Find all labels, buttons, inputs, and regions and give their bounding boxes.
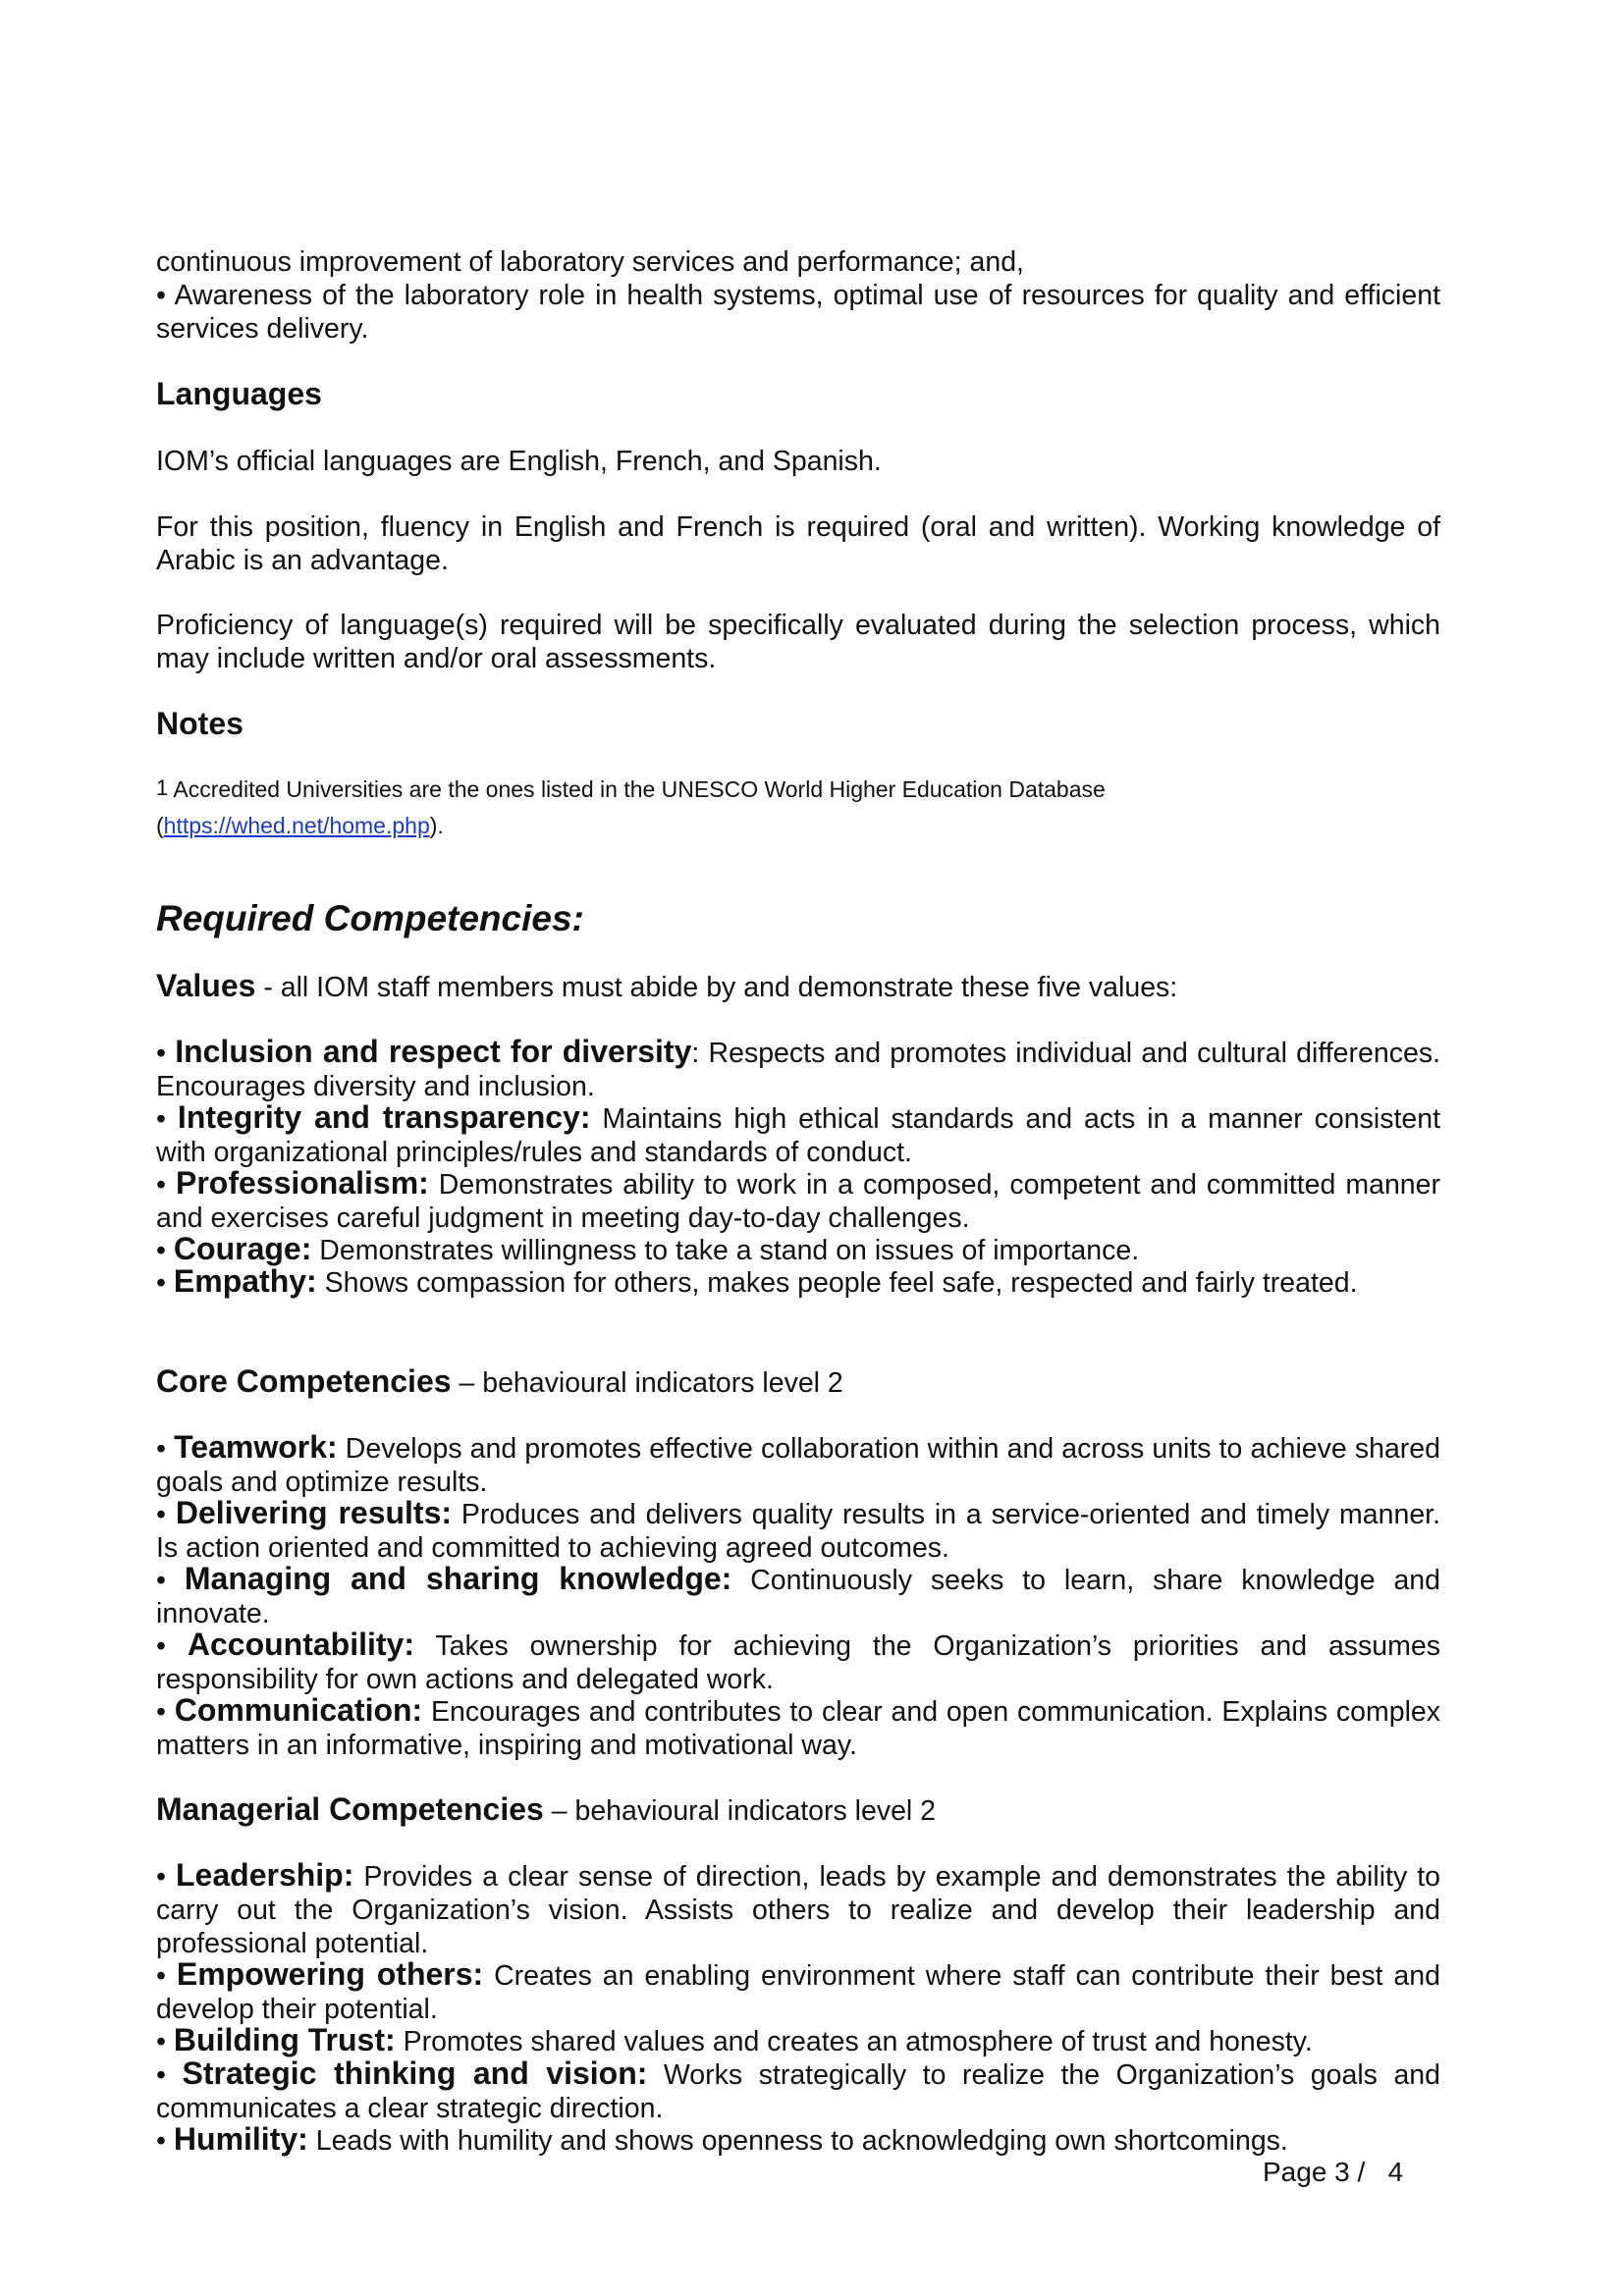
competency-term: Accountability: [187,1627,414,1662]
value-term: Inclusion and respect for diversity [175,1034,692,1069]
footnote-marker: 1 [156,775,169,800]
footnote-paren-open: ( [156,813,164,838]
value-term: Professionalism: [175,1165,429,1201]
list-item: • Teamwork: Develops and promotes effective collaboration within and across units to achieve shared goals and optimize results. [156,1429,1440,1498]
languages-official: IOM’s official languages are English, French, and Spanish. [156,446,882,477]
competency-term: Delivering results: [175,1495,453,1530]
values-subtitle: - all IOM staff members must abide by and demonstrate these five values: [255,972,1178,1003]
competency-desc: Continuously seeks to learn, share knowledge and innovate. [156,1565,1441,1629]
languages-heading: Languages [156,376,322,411]
page-number: Page 3 / 4 [1263,2157,1404,2187]
list-item: • Delivering results: Produces and delivers quality results in a service-oriented and timely manner. Is action oriented and committed to achieving agreed outcomes. [156,1495,1441,1564]
competency-desc: Produces and delivers quality results in a service-oriented and timely manner. Is action oriented and committed to achieving agreed outcomes. [156,1499,1441,1564]
competency-term: Managing and sharing knowledge: [184,1561,732,1596]
competency-term: Teamwork: [174,1429,338,1465]
competency-term: Strategic thinking and vision: [182,2056,648,2091]
core-heading [156,1364,1440,1400]
competency-desc: Provides a clear sense of direction, leads by example and demonstrates the ability to carry out the Organization’s vision. Assists others to realize and develop their leadership and professional potential. [156,1861,1440,1959]
managerial-title: Managerial Competencies [156,1791,544,1827]
list-item: • Integrity and transparency: Maintains high ethical standards and acts in a manner consistent with organizational principles/rules and standards of conduct. [156,1099,1441,1168]
values-title: Values [156,968,256,1003]
notes-heading: Notes [156,706,243,741]
competency-desc: Leads with humility and shows openness to acknowledging own shortcomings. [307,2125,1288,2157]
footnote-body: Accredited Universities are the ones listed in the UNESCO World Higher Education Database [168,776,1106,802]
managerial-heading [156,1792,1440,1828]
value-desc: Shows compassion for others, makes people feel safe, respected and fairly treated. [316,1267,1358,1299]
list-item: • Communication: Encourages and contributes to clear and open communication. Explains complex matters in an informative, inspiring and motivational way. [156,1692,1440,1761]
competency-desc: Takes ownership for achieving the Organization’s priorities and assumes responsibility for own actions and delegated work. [156,1630,1440,1695]
competency-term: Humility: [173,2121,308,2157]
competency-desc: Develops and promotes effective collaboration within and across units to achieve shared goals and optimize results. [156,1433,1440,1498]
languages-requirement: For this position, fluency in English and French is required (oral and written). Working knowledge of Arabic is an advantage. [156,511,1440,576]
list-item: • Courage: Demonstrates willingness to take a stand on issues of importance. [156,1231,1140,1266]
core-title: Core Competencies [156,1363,452,1399]
list-item: • Empathy: Shows compassion for others, makes people feel safe, respected and fairly treated. [156,1263,1358,1299]
competency-term: Building Trust: [173,2022,396,2057]
managerial-subtitle: – behavioural indicators level 2 [543,1795,937,1827]
intro-bullet-awareness: • Awareness of the laboratory role in health systems, optimal use of resources for quality and efficient services delivery. [156,280,1440,345]
competency-term: Communication: [174,1692,423,1728]
core-subtitle: – behavioural indicators level 2 [451,1367,843,1399]
list-item: • Building Trust: Promotes shared values and creates an atmosphere of trust and honesty. [156,2022,1313,2057]
list-item: • Professionalism: Demonstrates ability to work in a composed, competent and committed manner and exercises careful judgment in meeting day-to-day challenges. [156,1165,1440,1234]
list-item: • Empowering others: Creates an enabling environment where staff can contribute their best and develop their potential. [156,1956,1440,2025]
list-item: • Accountability: Takes ownership for achieving the Organization’s priorities and assumes responsibility for own actions and delegated work. [156,1627,1440,1695]
footnote-text [156,773,1106,807]
competency-desc: Promotes shared values and creates an atmosphere of trust and honesty. [395,2026,1313,2057]
value-desc: Demonstrates willingness to take a stand on issues of importance. [311,1235,1140,1266]
intro-line: continuous improvement of laboratory services and performance; and, [156,246,1024,278]
required-competencies-heading: Required Competencies: [156,898,584,938]
list-item: • Humility: Leads with humility and shows openness to acknowledging own shortcomings. [156,2121,1288,2157]
value-term: Integrity and transparency: [177,1099,591,1135]
list-item: • Managing and sharing knowledge: Continuously seeks to learn, share knowledge and innovate. [156,1561,1441,1629]
footnote-source [156,809,444,842]
value-desc: : Respects and promotes individual and cultural differences. Encourages diversity and inclusion. [156,1038,1440,1102]
competency-desc: Encourages and contributes to clear and open communication. Explains complex matters in an informative, inspiring and motivational way. [156,1696,1440,1761]
list-item: • Strategic thinking and vision: Works strategically to realize the Organization’s goals and communicates a clear strategic direction. [156,2056,1440,2124]
value-desc: Maintains high ethical standards and acts in a manner consistent with organizational principles/rules and standards of conduct. [156,1103,1441,1168]
value-desc: Demonstrates ability to work in a composed, competent and committed manner and exercises careful judgment in meeting day-to-day challenges. [156,1169,1440,1234]
list-item: • Leadership: Provides a clear sense of direction, leads by example and demonstrates the ability to carry out the Organization’s vision. Assists others to realize and develop their leadership and professional potential. [156,1857,1440,1959]
whed-link[interactable]: https://whed.net/home.php [163,813,430,838]
value-term: Courage: [173,1231,312,1266]
footnote-paren-close: ). [429,813,444,838]
languages-proficiency: Proficiency of language(s) required will be specifically evaluated during the selection process, which may include written and/or oral assessments. [156,610,1440,674]
list-item: • Inclusion and respect for diversity: Respects and promotes individual and cultural differences. Encourages diversity and inclusion. [156,1034,1440,1102]
competency-desc: Creates an enabling environment where staff can contribute their best and develop their potential. [156,1960,1440,2025]
competency-term: Leadership: [176,1857,354,1893]
values-heading [156,969,1440,1004]
value-term: Empathy: [173,1263,317,1299]
competency-term: Empowering others: [176,1956,484,1992]
competency-desc: Works strategically to realize the Organization’s goals and communicates a clear strategic direction. [156,2059,1440,2124]
